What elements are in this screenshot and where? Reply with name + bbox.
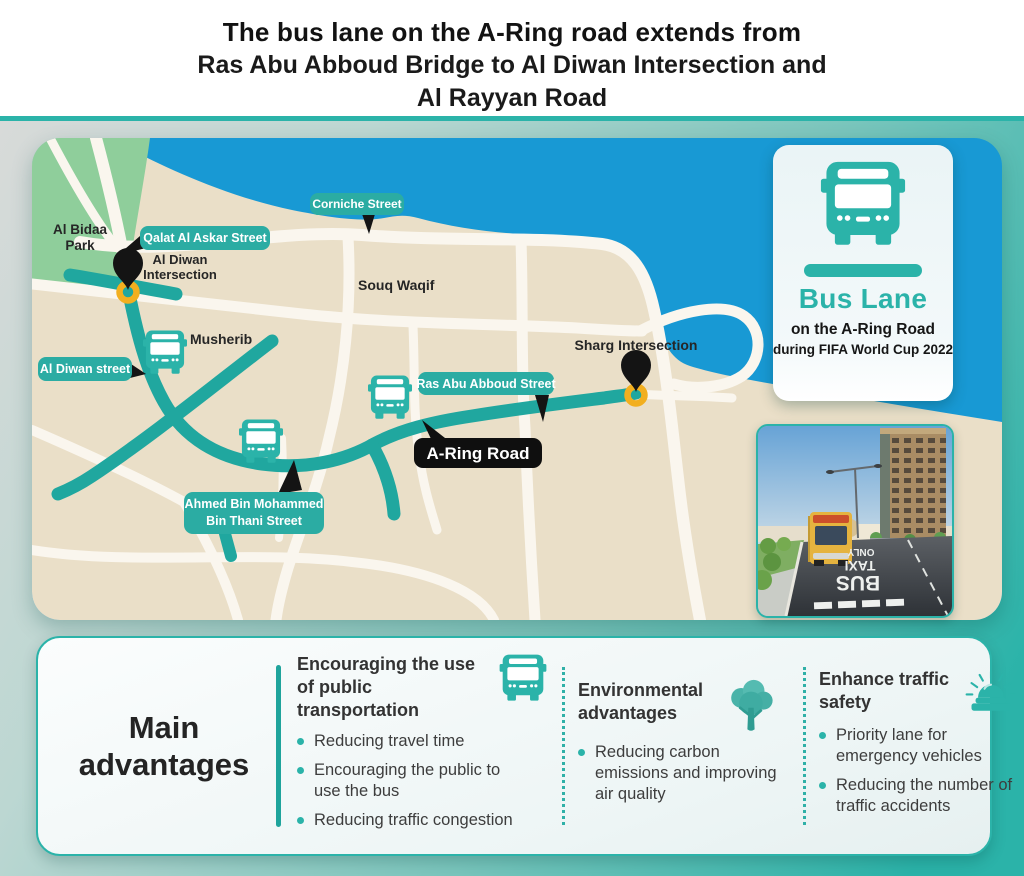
bullet-item: Reducing traffic congestion bbox=[297, 810, 549, 831]
bullet-list bbox=[297, 731, 549, 831]
label-souq-waqif: Souq Waqif bbox=[358, 277, 435, 293]
advantage-column-environment bbox=[578, 679, 790, 813]
bullet-item: Reducing the number of traffic accidents bbox=[819, 775, 1024, 817]
bullet-item: Reducing travel time bbox=[297, 731, 549, 752]
badge-ras-abu-abboud-label: Ras Abu Abboud Street bbox=[416, 377, 556, 391]
label-al-bidaa-1: Al Bidaa bbox=[52, 222, 108, 237]
label-al-diwan-2: Intersection bbox=[143, 267, 217, 282]
yellow-bus bbox=[808, 512, 852, 566]
legend-subtitle-2: during FIFA World Cup 2022 bbox=[773, 342, 954, 357]
advantage-column-safety bbox=[819, 668, 1024, 825]
bus-front-icon bbox=[143, 331, 187, 374]
badge-ahmed-label-1: Ahmed Bin Mohammed bbox=[184, 497, 324, 511]
badge-a-ring-road-label: A-Ring Road bbox=[426, 444, 530, 463]
bus-lane-photo bbox=[756, 424, 954, 618]
legend-subtitle-1: on the A-Ring Road bbox=[790, 321, 936, 338]
legend-title: Bus Lane bbox=[798, 283, 928, 314]
siren-icon bbox=[965, 668, 1017, 716]
road-marking-taxi: TAXI bbox=[844, 558, 876, 574]
bullet-item: Priority lane for emergency vehicles bbox=[819, 725, 1024, 767]
advantages-title bbox=[58, 709, 270, 783]
tall-building bbox=[880, 428, 946, 542]
tree-icon bbox=[724, 679, 778, 733]
advantages-title-line-2: advantages bbox=[78, 747, 250, 782]
label-sharg-intersection: Sharg Intersection bbox=[574, 337, 698, 353]
main-advantages-card bbox=[36, 636, 1013, 856]
advantages-title-line-1: Main bbox=[128, 710, 200, 745]
bus-front-icon bbox=[499, 653, 547, 703]
infographic-title bbox=[0, 0, 1024, 118]
lane-bar-icon bbox=[804, 264, 922, 277]
dotted-divider bbox=[803, 667, 806, 825]
solid-divider bbox=[276, 665, 281, 827]
road-marking-only: ONLY bbox=[847, 546, 875, 557]
column-heading: Encouraging the use of public transportation bbox=[297, 654, 476, 720]
badge-al-diwan-street-label: Al Diwan street bbox=[39, 362, 131, 376]
badge-ahmed-label-2: Bin Thani Street bbox=[206, 514, 302, 528]
bus-lane-photo-art bbox=[758, 426, 952, 616]
bus-front-icon bbox=[239, 420, 283, 463]
column-heading: Enhance traffic safety bbox=[819, 668, 950, 712]
bullet-list bbox=[578, 742, 790, 805]
label-al-diwan-1: Al Diwan bbox=[152, 252, 208, 267]
badge-qalat-label: Qalat Al Askar Street bbox=[143, 231, 267, 245]
title-line-2: Ras Abu Abboud Bridge to Al Diwan Intersection and bbox=[197, 51, 827, 79]
column-heading: Environmental advantages bbox=[578, 680, 704, 723]
badge-corniche-label: Corniche Street bbox=[312, 197, 402, 211]
advantage-column-public-transport bbox=[297, 653, 549, 839]
dotted-divider bbox=[562, 667, 565, 825]
bus-front-icon bbox=[368, 376, 412, 419]
bus-lane-legend-card bbox=[773, 145, 953, 401]
label-musherib: Musherib bbox=[190, 331, 253, 347]
title-line-1: The bus lane on the A-Ring road extends from bbox=[222, 17, 802, 47]
label-al-bidaa-2: Park bbox=[65, 238, 95, 253]
bus-front-icon bbox=[817, 159, 909, 249]
bullet-item: Encouraging the public to use the bus bbox=[297, 760, 524, 802]
road-marking-bus: BUS bbox=[835, 571, 881, 594]
title-line-3: Al Rayyan Road bbox=[416, 84, 608, 112]
bullet-list bbox=[819, 725, 1024, 817]
bullet-item: Reducing carbon emissions and improving air quality bbox=[578, 742, 790, 805]
